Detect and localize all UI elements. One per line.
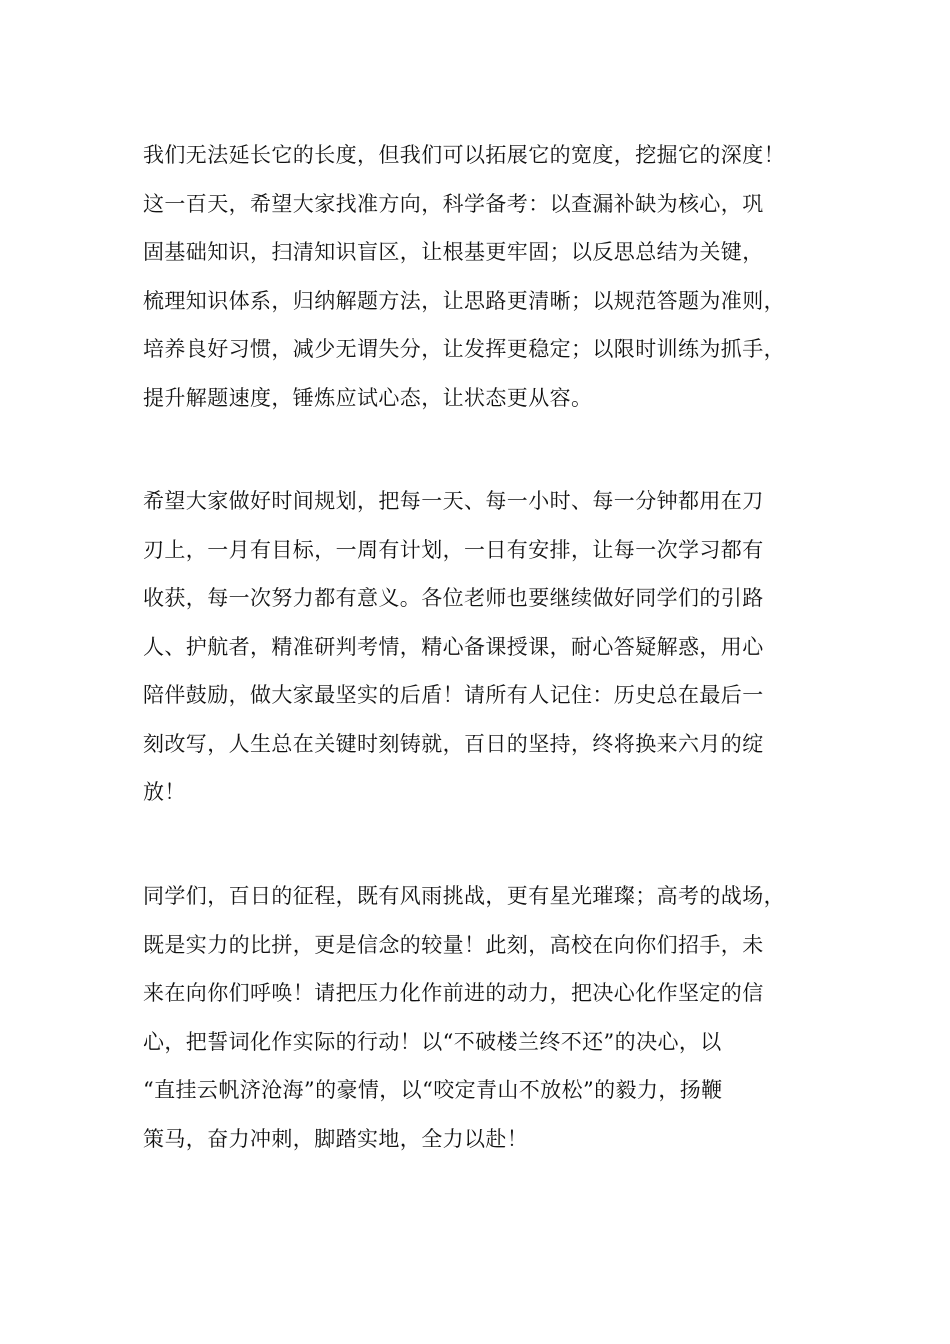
text-line: 这一百天，希望大家找准方向，科学备考：以查漏补缺为核心，巩 bbox=[143, 191, 764, 216]
text-line: 我们无法延长它的长度，但我们可以拓展它的宽度，挖掘它的深度！ bbox=[143, 143, 785, 167]
text-line: 刃上，一月有目标，一周有计划，一日有安排，让每一次学习都有 bbox=[143, 537, 764, 562]
text-line: “直挂云帆济沧海”的豪情，以“咬定青山不放松”的毅力，扬鞭 bbox=[143, 1078, 723, 1102]
text-line: 既是实力的比拼，更是信念的较量！此刻，高校在向你们招手，未 bbox=[143, 932, 764, 957]
text-line: 固基础知识，扫清知识盲区，让根基更牢固；以反思总结为关键， bbox=[143, 240, 764, 264]
text-line: 策马，奋力冲刺，脚踏实地，全力以赴！ bbox=[143, 1126, 529, 1151]
paragraph-2 bbox=[143, 477, 833, 817]
text-line: 培养良好习惯，减少无谓失分，让发挥更稳定；以限时训练为抓手， bbox=[143, 337, 785, 361]
text-line: 来在向你们呼唤！请把压力化作前进的动力，把决心化作坚定的信 bbox=[143, 981, 764, 1005]
text-line: 提升解题速度，锤炼应试心态，让状态更从容。 bbox=[143, 385, 593, 410]
text-line: 人、护航者，精准研判考情，精心备课授课，耐心答疑解惑，用心 bbox=[143, 634, 764, 659]
paragraph-3 bbox=[143, 872, 833, 1163]
text-line: 放！ bbox=[143, 780, 186, 804]
text-line: 陪伴鼓励，做大家最坚实的后盾！请所有人记住：历史总在最后一 bbox=[143, 683, 764, 707]
text-line: 心，把誓词化作实际的行动！以“不破楼兰终不还”的决心，以 bbox=[143, 1029, 722, 1054]
text-line: 同学们，百日的征程，既有风雨挑战，更有星光璀璨；高考的战场， bbox=[143, 884, 785, 908]
text-line: 收获，每一次努力都有意义。各位老师也要继续做好同学们的引路 bbox=[143, 586, 764, 610]
text-line: 梳理知识体系，归纳解题方法，让思路更清晰；以规范答题为准则， bbox=[143, 288, 785, 313]
text-line: 刻改写，人生总在关键时刻铸就，百日的坚持，终将换来六月的绽 bbox=[143, 731, 764, 756]
text-line: 希望大家做好时间规划，把每一天、每一小时、每一分钟都用在刀 bbox=[143, 489, 764, 513]
paragraph-1 bbox=[143, 131, 833, 422]
